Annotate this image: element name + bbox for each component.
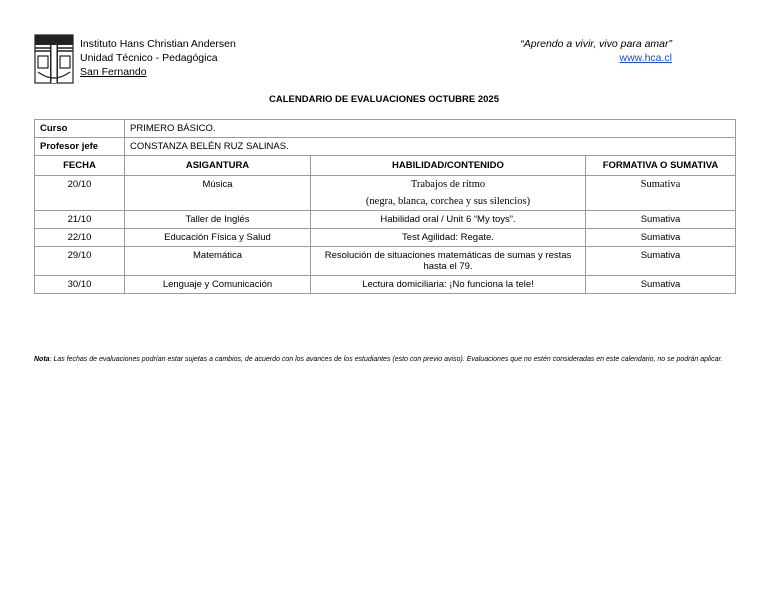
institution-name: Instituto Hans Christian Andersen	[80, 38, 236, 50]
profesor-label: Profesor jefe	[35, 138, 125, 156]
evaluation-table	[34, 119, 736, 294]
cell-contenido: Resolución de situaciones matemáticas de sumas y restas hasta el 79.	[311, 247, 586, 276]
note-text: : Las fechas de evaluaciones podrían estar sujetas a cambios, de acuerdo con los avances de los estudiantes (esto con previo aviso). Evaluaciones que no estén consideradas en este calendario, no se podrán aplicar.	[49, 356, 723, 363]
table-row	[35, 276, 736, 294]
unit-name: Unidad Técnico - Pedagógica	[80, 52, 218, 64]
cell-asignatura: Matemática	[125, 247, 311, 276]
motto-header	[520, 37, 672, 65]
cell-asignatura: Lenguaje y Comunicación	[125, 276, 311, 294]
curso-label: Curso	[35, 120, 125, 138]
school-motto: “Aprendo a vivir, vivo para amar”	[520, 38, 672, 50]
cell-asignatura: Taller de Inglés	[125, 211, 311, 229]
cell-contenido: Lectura domiciliaria: ¡No funciona la tele!	[311, 276, 586, 294]
cell-tipo: Sumativa	[586, 229, 736, 247]
table-row	[35, 176, 736, 211]
column-header-asignatura: ASIGANTURA	[125, 156, 311, 176]
cell-asignatura: Educación Física y Salud	[125, 229, 311, 247]
cell-fecha: 20/10	[35, 176, 125, 211]
curso-value: PRIMERO BÁSICO.	[125, 120, 736, 138]
cell-fecha: 29/10	[35, 247, 125, 276]
table-row	[35, 229, 736, 247]
cell-fecha: 30/10	[35, 276, 125, 294]
website-link[interactable]: www.hca.cl	[619, 52, 672, 64]
profesor-row	[35, 138, 736, 156]
profesor-value: CONSTANZA BELÉN RUZ SALINAS.	[125, 138, 736, 156]
contenido-line-2: (negra, blanca, corchea y sus silencios)	[365, 196, 531, 207]
city-name: San Fernando	[80, 66, 147, 78]
cell-tipo: Sumativa	[586, 276, 736, 294]
cell-contenido	[311, 176, 586, 211]
cell-tipo: Sumativa	[586, 176, 736, 211]
page-title: CALENDARIO DE EVALUACIONES OCTUBRE 2025	[269, 94, 499, 105]
table-row	[35, 211, 736, 229]
cell-contenido: Test Agilidad: Regate.	[311, 229, 586, 247]
note-label: Nota	[34, 356, 50, 363]
cell-contenido: Habilidad oral / Unit 6 “My toys”.	[311, 211, 586, 229]
cell-tipo: Sumativa	[586, 247, 736, 276]
cell-fecha: 22/10	[35, 229, 125, 247]
footnote	[34, 355, 736, 365]
contenido-line-1: Trabajos de ritmo	[410, 179, 486, 190]
table-row	[35, 247, 736, 276]
column-header-tipo: FORMATIVA O SUMATIVA	[586, 156, 736, 176]
column-header-fecha: FECHA	[35, 156, 125, 176]
cell-asignatura: Música	[125, 176, 311, 211]
school-crest-logo	[34, 34, 74, 84]
cell-tipo: Sumativa	[586, 211, 736, 229]
curso-row	[35, 120, 736, 138]
table-header-row	[35, 156, 736, 176]
institution-header	[80, 37, 236, 79]
column-header-contenido: HABILIDAD/CONTENIDO	[311, 156, 586, 176]
cell-fecha: 21/10	[35, 211, 125, 229]
